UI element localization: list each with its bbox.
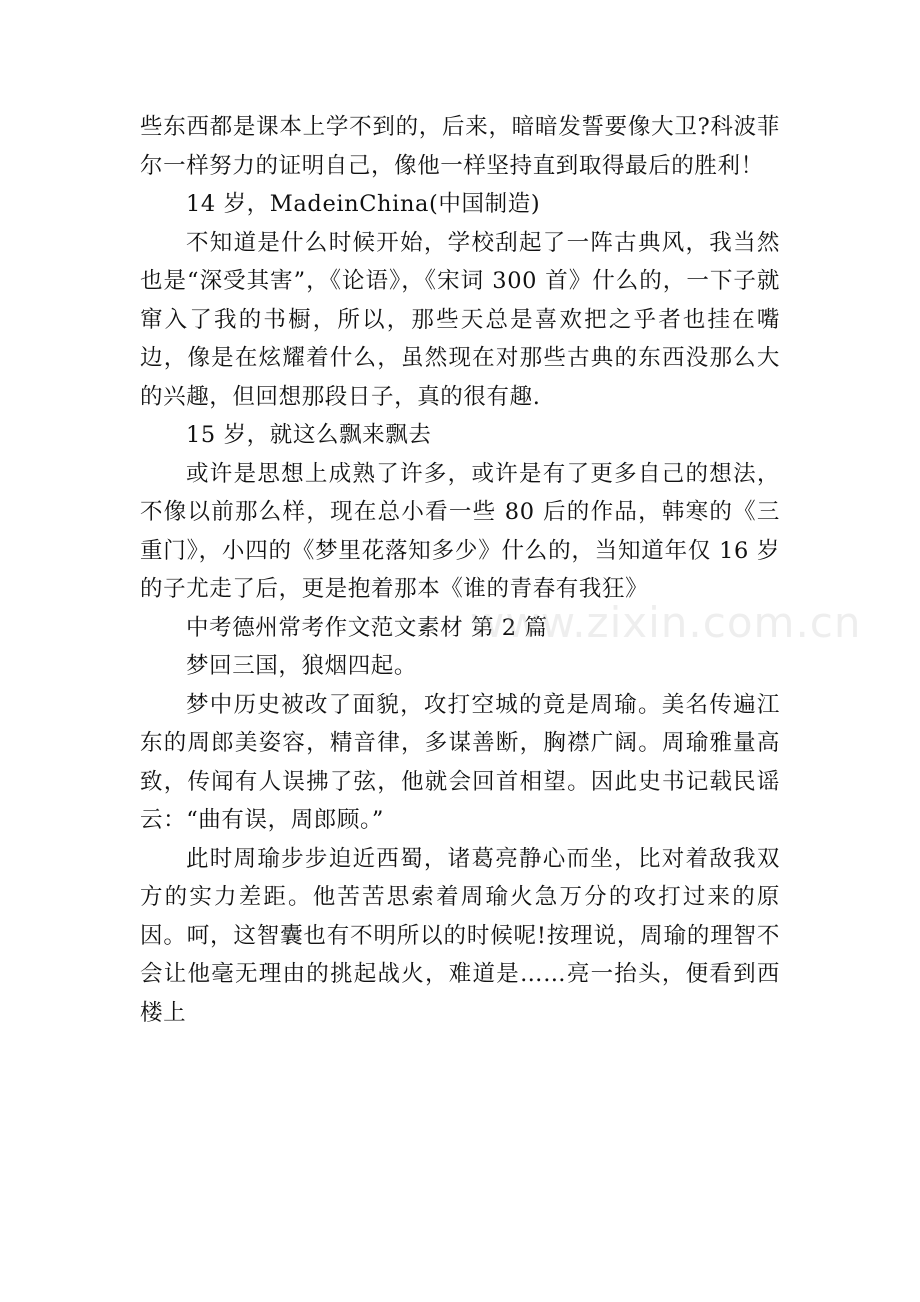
section-heading: 中考德州常考作文范文素材 第 2 篇 (186, 614, 548, 641)
paragraph: 梦回三国，狼烟四起。 (186, 653, 418, 679)
watermark: www.zixin.com.cn (470, 598, 862, 647)
paragraph: 不知道是什么时候开始，学校刮起了一阵古典风，我当然也是“深受其害”，《论语》，《宋词 300 首》什么的，一下子就窜入了我的书橱，所以，那些天总是喜欢把之乎者也挂在嘴边，像是在炫耀着什么，虽然现在对那些古典的东西没那么大的兴趣，但回想那段日子，真的很有趣. (140, 229, 780, 410)
paragraph: 梦中历史被改了面貌，攻打空城的竟是周瑜。美名传遍江东的周郎美姿容，精音律，多谋善断，胸襟广阔。周瑜雅量高致，传闻有人误拂了弦，他就会回首相望。因此史书记载民谣云：“曲有误，周郎顾。” (140, 691, 780, 833)
paragraph: 此时周瑜步步迫近西蜀，诸葛亮静心而坐，比对着敌我双方的实力差距。他苦苦思索着周瑜火急万分的攻打过来的原因。呵，这智囊也有不明所以的时候呢!按理说，周瑜的理智不会让他毫无理由的挑起战火，难道是……亮一抬头，便看到西楼上 (140, 845, 780, 1026)
paragraph: 或许是思想上成熟了许多，或许是有了更多自己的想法，不像以前那么样，现在总小看一些 80 后的作品，韩寒的《三重门》，小四的《梦里花落知多少》什么的，当知道年仅 16 岁的子尤走了后，更是抱着那本《谁的青春有我狂》 (140, 460, 780, 602)
paragraph: 些东西都是课本上学不到的，后来，暗暗发誓要像大卫?科波菲尔一样努力的证明自己，像他一样坚持直到取得最后的胜利！ (140, 114, 780, 179)
paragraph: 15 岁，就这么飘来飘去 (186, 422, 432, 448)
paragraph: 14 岁，MadeinChina(中国制造) (186, 191, 541, 217)
document-body (140, 108, 780, 1032)
